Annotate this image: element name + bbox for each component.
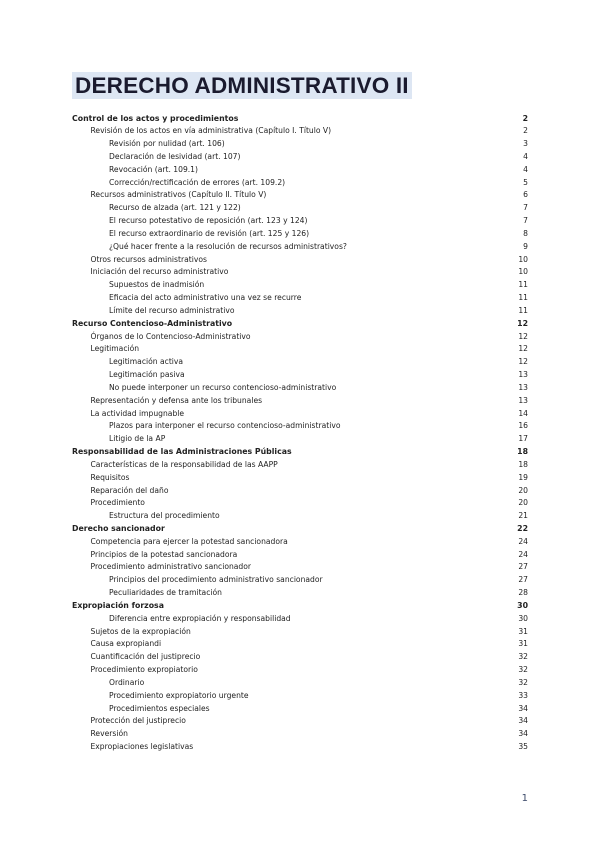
toc-entry-title: Legitimación bbox=[90, 344, 140, 354]
toc-entry-title: Expropiaciones legislativas bbox=[90, 742, 194, 752]
toc-entry-title: Procedimiento expropiatorio urgente bbox=[109, 690, 249, 700]
toc-entry-page: 2 bbox=[522, 113, 528, 123]
toc-entry-level-2[interactable] bbox=[72, 715, 528, 728]
toc-entry-level-2[interactable] bbox=[72, 549, 528, 562]
toc-entry-title: Revisión por nulidad (art. 106) bbox=[109, 139, 225, 149]
toc-entry-title: Principios del procedimiento administrativo sancionador bbox=[109, 575, 323, 585]
toc-entry-title: Reparación del daño bbox=[90, 485, 169, 495]
toc-entry-title: Supuestos de inadmisión bbox=[109, 280, 205, 290]
toc-entry-page: 24 bbox=[518, 536, 528, 546]
toc-entry-title: Recurso de alzada (art. 121 y 122) bbox=[109, 203, 241, 213]
toc-entry-title: Procedimiento bbox=[90, 498, 145, 508]
toc-entry-level-3[interactable] bbox=[72, 215, 528, 228]
toc-entry-level-3[interactable] bbox=[72, 202, 528, 215]
toc-entry-page: 20 bbox=[518, 498, 528, 508]
toc-entry-page: 31 bbox=[518, 639, 528, 649]
toc-entry-title: El recurso potestativo de reposición (art. 123 y 124) bbox=[109, 216, 308, 226]
toc-entry-level-2[interactable] bbox=[72, 395, 528, 408]
toc-entry-title: Legitimación pasiva bbox=[109, 370, 185, 380]
toc-entry-level-2[interactable] bbox=[72, 266, 528, 279]
toc-entry-title: Legitimación activa bbox=[109, 357, 184, 367]
toc-entry-title: Límite del recurso administrativo bbox=[109, 305, 235, 315]
toc-entry-title: Procedimientos especiales bbox=[109, 703, 210, 713]
toc-entry-page: 31 bbox=[518, 626, 528, 636]
toc-entry-page: 13 bbox=[518, 382, 528, 392]
toc-entry-level-2[interactable] bbox=[72, 331, 528, 344]
toc-entry-title: Derecho sancionador bbox=[72, 524, 165, 533]
toc-entry-page: 5 bbox=[523, 177, 528, 187]
toc-entry-page: 24 bbox=[518, 549, 528, 559]
toc-entry-page: 7 bbox=[523, 203, 528, 213]
toc-entry-page: 32 bbox=[518, 665, 528, 675]
toc-entry-page: 34 bbox=[518, 703, 528, 713]
toc-entry-title: Principios de la potestad sancionadora bbox=[90, 549, 238, 559]
toc-entry-page: 2 bbox=[523, 126, 528, 136]
toc-entry-title: Iniciación del recurso administrativo bbox=[90, 267, 229, 277]
toc-entry-level-1[interactable] bbox=[72, 600, 528, 613]
toc-entry-page: 17 bbox=[518, 434, 528, 444]
toc-entry-level-3[interactable] bbox=[72, 433, 528, 446]
toc-entry-page: 4 bbox=[523, 151, 528, 161]
toc-entry-page: 7 bbox=[523, 216, 528, 226]
toc-entry-page: 3 bbox=[523, 139, 528, 149]
toc-entry-page: 34 bbox=[518, 729, 528, 739]
toc-entry-page: 34 bbox=[518, 716, 528, 726]
toc-entry-level-1[interactable] bbox=[72, 113, 528, 126]
toc-entry-level-3[interactable] bbox=[72, 613, 528, 626]
toc-entry-title: Causa expropiandi bbox=[90, 639, 162, 649]
toc-entry-level-3[interactable] bbox=[72, 279, 528, 292]
toc-entry-page: 16 bbox=[518, 421, 528, 431]
toc-entry-title: Procedimiento administrativo sancionador bbox=[90, 562, 252, 572]
toc-entry-page: 12 bbox=[518, 331, 528, 341]
toc-entry-level-2[interactable] bbox=[72, 664, 528, 677]
toc-entry-level-2[interactable] bbox=[72, 497, 528, 510]
toc-entry-page: 27 bbox=[518, 562, 528, 572]
toc-entry-title: Cuantificación del justiprecio bbox=[90, 652, 201, 662]
document-title-block bbox=[72, 72, 412, 99]
toc-entry-title: Características de la responsabilidad de las AAPP bbox=[90, 459, 278, 469]
table-of-contents bbox=[72, 113, 528, 754]
toc-entry-page: 12 bbox=[517, 318, 528, 328]
toc-entry-level-3[interactable] bbox=[72, 690, 528, 703]
toc-entry-page: 12 bbox=[518, 344, 528, 354]
toc-entry-level-2[interactable] bbox=[72, 254, 528, 267]
toc-entry-page: 19 bbox=[518, 472, 528, 482]
toc-entry-page: 27 bbox=[518, 575, 528, 585]
toc-entry-level-3[interactable] bbox=[72, 587, 528, 600]
toc-entry-page: 32 bbox=[518, 652, 528, 662]
toc-entry-page: 13 bbox=[518, 395, 528, 405]
toc-entry-page: 33 bbox=[518, 690, 528, 700]
toc-entry-title: Otros recursos administrativos bbox=[90, 254, 207, 264]
toc-entry-page: 11 bbox=[518, 305, 528, 315]
toc-entry-level-2[interactable] bbox=[72, 728, 528, 741]
toc-entry-title: Protección del justiprecio bbox=[90, 716, 186, 726]
toc-entry-level-3[interactable] bbox=[72, 382, 528, 395]
toc-entry-level-2[interactable] bbox=[72, 561, 528, 574]
toc-entry-level-1[interactable] bbox=[72, 318, 528, 331]
toc-entry-page: 12 bbox=[518, 357, 528, 367]
toc-entry-level-3[interactable] bbox=[72, 241, 528, 254]
toc-entry-title: Competencia para ejercer la potestad sancionadora bbox=[90, 536, 288, 546]
toc-entry-level-3[interactable] bbox=[72, 369, 528, 382]
toc-entry-page: 4 bbox=[523, 164, 528, 174]
toc-entry-page: 30 bbox=[518, 613, 528, 623]
toc-entry-title: Recurso Contencioso-Administrativo bbox=[72, 318, 233, 328]
toc-entry-title: ¿Qué hacer frente a la resolución de recursos administrativos? bbox=[109, 241, 347, 251]
toc-entry-title: Sujetos de la expropiación bbox=[90, 626, 191, 636]
toc-entry-level-3[interactable] bbox=[72, 703, 528, 716]
toc-entry-page: 10 bbox=[518, 267, 528, 277]
toc-entry-title: Plazos para interponer el recurso contencioso-administrativo bbox=[109, 421, 341, 431]
toc-entry-level-2[interactable] bbox=[72, 125, 528, 138]
toc-entry-level-3[interactable] bbox=[72, 305, 528, 318]
toc-entry-title: Órganos de lo Contencioso-Administrativo bbox=[90, 331, 251, 341]
toc-entry-title: Representación y defensa ante los tribunales bbox=[90, 395, 263, 405]
toc-entry-level-2[interactable] bbox=[72, 189, 528, 202]
toc-entry-title: Requisitos bbox=[90, 472, 130, 482]
toc-entry-page: 11 bbox=[518, 280, 528, 290]
toc-entry-title: La actividad impugnable bbox=[90, 408, 185, 418]
toc-entry-level-2[interactable] bbox=[72, 485, 528, 498]
toc-entry-level-3[interactable] bbox=[72, 151, 528, 164]
toc-entry-title: Diferencia entre expropiación y responsabilidad bbox=[109, 613, 291, 623]
toc-entry-level-1[interactable] bbox=[72, 446, 528, 459]
toc-entry-level-3[interactable] bbox=[72, 356, 528, 369]
toc-entry-page: 13 bbox=[518, 370, 528, 380]
toc-entry-title: Control de los actos y procedimientos bbox=[72, 113, 239, 123]
toc-entry-level-2[interactable] bbox=[72, 343, 528, 356]
toc-entry-page: 6 bbox=[523, 190, 528, 200]
toc-entry-page: 28 bbox=[518, 588, 528, 598]
toc-entry-page: 18 bbox=[517, 447, 528, 457]
toc-entry-level-2[interactable] bbox=[72, 651, 528, 664]
toc-entry-level-3[interactable] bbox=[72, 677, 528, 690]
page-number: 1 bbox=[521, 793, 528, 804]
toc-entry-title: Declaración de lesividad (art. 107) bbox=[109, 151, 241, 161]
toc-entry-level-3[interactable] bbox=[72, 292, 528, 305]
toc-entry-title: Revisión de los actos en vía administrativa (Capítulo I. Título V) bbox=[90, 126, 332, 136]
toc-entry-page: 30 bbox=[517, 600, 528, 610]
toc-entry-level-3[interactable] bbox=[72, 138, 528, 151]
toc-entry-page: 20 bbox=[518, 485, 528, 495]
toc-entry-title: Recursos administrativos (Capítulo II. Título V) bbox=[90, 190, 267, 200]
toc-entry-level-2[interactable] bbox=[72, 536, 528, 549]
toc-entry-title: Procedimiento expropiatorio bbox=[90, 665, 198, 675]
toc-entry-page: 32 bbox=[518, 677, 528, 687]
toc-entry-title: Revocación (art. 109.1) bbox=[109, 164, 198, 174]
toc-entry-page: 14 bbox=[518, 408, 528, 418]
document-title: DERECHO ADMINISTRATIVO II bbox=[72, 72, 412, 99]
toc-entry-title: Eficacia del acto administrativo una vez se recurre bbox=[109, 293, 302, 303]
toc-entry-level-2[interactable] bbox=[72, 408, 528, 421]
toc-entry-page: 22 bbox=[517, 524, 528, 533]
toc-entry-level-3[interactable] bbox=[72, 228, 528, 241]
toc-entry-title: Estructura del procedimiento bbox=[109, 511, 220, 521]
toc-entry-level-2[interactable] bbox=[72, 741, 528, 754]
toc-entry-level-2[interactable] bbox=[72, 626, 528, 639]
toc-entry-level-2[interactable] bbox=[72, 459, 528, 472]
toc-entry-page: 18 bbox=[518, 459, 528, 469]
toc-entry-title: Litigio de la AP bbox=[109, 434, 166, 444]
toc-entry-title: Peculiaridades de tramitación bbox=[109, 588, 222, 598]
toc-entry-page: 8 bbox=[523, 228, 528, 238]
toc-entry-level-2[interactable] bbox=[72, 638, 528, 651]
toc-entry-level-3[interactable] bbox=[72, 164, 528, 177]
toc-entry-level-3[interactable] bbox=[72, 177, 528, 190]
toc-entry-level-1[interactable] bbox=[72, 523, 528, 536]
toc-entry-page: 10 bbox=[518, 254, 528, 264]
toc-entry-level-3[interactable] bbox=[72, 574, 528, 587]
toc-entry-page: 21 bbox=[518, 511, 528, 521]
toc-entry-page: 35 bbox=[518, 742, 528, 752]
toc-entry-page: 11 bbox=[518, 293, 528, 303]
toc-entry-title: Responsabilidad de las Administraciones Públicas bbox=[72, 447, 292, 457]
toc-entry-title: Corrección/rectificación de errores (art. 109.2) bbox=[109, 177, 286, 187]
toc-entry-level-2[interactable] bbox=[72, 472, 528, 485]
toc-entry-title: Expropiación forzosa bbox=[72, 600, 164, 610]
toc-entry-page: 9 bbox=[523, 241, 528, 251]
toc-entry-level-3[interactable] bbox=[72, 420, 528, 433]
toc-entry-level-3[interactable] bbox=[72, 510, 528, 523]
toc-entry-title: El recurso extraordinario de revisión (art. 125 y 126) bbox=[109, 228, 310, 238]
toc-entry-title: Reversión bbox=[90, 729, 128, 739]
toc-entry-title: No puede interponer un recurso contencioso-administrativo bbox=[109, 382, 337, 392]
toc-entry-title: Ordinario bbox=[109, 677, 145, 687]
